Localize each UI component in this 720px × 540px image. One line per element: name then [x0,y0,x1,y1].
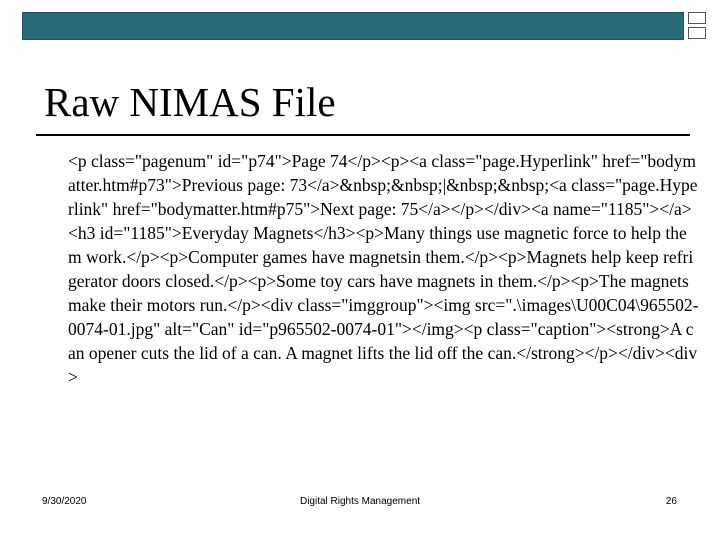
corner-box-bottom [688,27,706,39]
footer-page-number: 26 [665,496,677,507]
footer-date: 9/30/2020 [42,496,87,507]
corner-decoration [686,12,708,40]
raw-nimas-markup: <p class="pagenum" id="p74">Page 74</p><p><a class="page.Hyperlink" href="bodymatter.htm#p73">Previous page: 73</a>&nbsp;&nbsp;|&nbsp;&nbsp;<a class="page.Hyperlink" href="bodymatter.htm#p75">Next page: 75</a></p></div><a name="1185"></a><h3 id="1185">Everyday Magnets</h3><p>Many things use magnetic force to help them work.</p><p>Computer games have magnetsin them.</p><p>Magnets help keep refrigerator doors closed.</p><p>Some toy cars have magnets in them.</p><p>The magnets make their motors run.</p><div class="imggroup"><img src=".\images\U00C04\965502-0074-01.jpg" alt="Can" id="p965502-0074-01"></img><p class="caption"><strong>A can opener cuts the lid of a can. A magnet lifts the lid off the can.</strong></p></div><div> [68,151,699,387]
footer-title: Digital Rights Management [299,496,421,507]
title-divider [36,134,690,136]
corner-box-top [688,12,706,24]
slide-title: Raw NIMAS File [44,79,336,125]
header-bar [22,12,684,40]
